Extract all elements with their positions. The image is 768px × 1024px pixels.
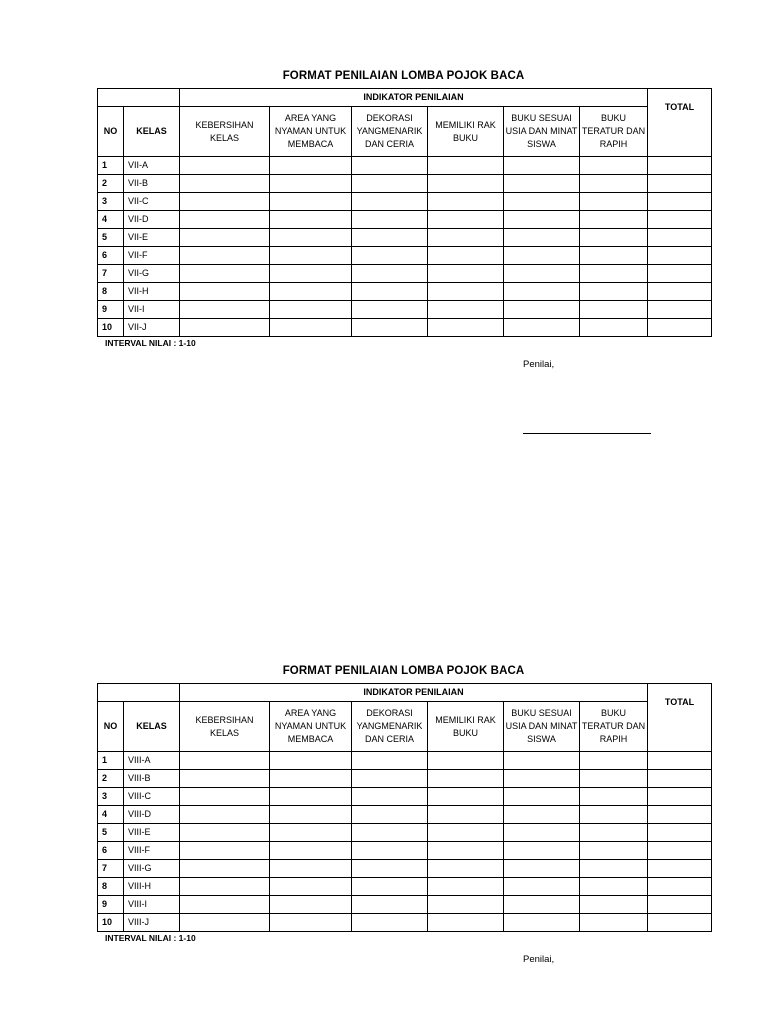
row-class: VIII-J — [124, 914, 180, 932]
score-cell[interactable] — [352, 265, 428, 283]
total-cell[interactable] — [648, 752, 712, 770]
score-cell[interactable] — [180, 770, 270, 788]
score-cell[interactable] — [580, 175, 648, 193]
score-cell[interactable] — [270, 229, 352, 247]
total-cell[interactable] — [648, 770, 712, 788]
row-number: 4 — [98, 211, 124, 229]
score-cell[interactable] — [504, 896, 580, 914]
table-row — [98, 211, 712, 229]
score-cell[interactable] — [504, 265, 580, 283]
total-cell[interactable] — [648, 247, 712, 265]
indicator-header: INDIKATOR PENILAIAN — [180, 684, 648, 702]
total-cell[interactable] — [648, 896, 712, 914]
score-cell[interactable] — [180, 265, 270, 283]
score-cell[interactable] — [580, 914, 648, 932]
row-number: 5 — [98, 824, 124, 842]
score-cell[interactable] — [180, 175, 270, 193]
score-cell[interactable] — [270, 175, 352, 193]
row-class: VIII-C — [124, 788, 180, 806]
total-cell[interactable] — [648, 211, 712, 229]
score-cell[interactable] — [580, 265, 648, 283]
total-cell[interactable] — [648, 824, 712, 842]
table-row — [98, 914, 712, 932]
table-row — [98, 229, 712, 247]
score-cell[interactable] — [180, 752, 270, 770]
score-cell[interactable] — [504, 157, 580, 175]
score-cell[interactable] — [270, 842, 352, 860]
score-cell[interactable] — [352, 175, 428, 193]
criterion-header: BUKU SESUAI USIA DAN MINAT SISWA — [504, 702, 580, 752]
kelas-header: KELAS — [124, 107, 180, 157]
score-cell[interactable] — [428, 247, 504, 265]
score-cell[interactable] — [428, 806, 504, 824]
score-cell[interactable] — [504, 752, 580, 770]
criterion-header: MEMILIKI RAK BUKU — [428, 702, 504, 752]
table-row — [98, 301, 712, 319]
total-cell[interactable] — [648, 878, 712, 896]
score-cell[interactable] — [428, 842, 504, 860]
table-row — [98, 878, 712, 896]
score-cell[interactable] — [270, 806, 352, 824]
row-class: VII-E — [124, 229, 180, 247]
score-cell[interactable] — [580, 824, 648, 842]
row-number: 8 — [98, 878, 124, 896]
score-cell[interactable] — [580, 157, 648, 175]
score-cell[interactable] — [270, 193, 352, 211]
score-cell[interactable] — [270, 301, 352, 319]
score-cell[interactable] — [180, 806, 270, 824]
total-cell[interactable] — [648, 319, 712, 337]
row-number: 5 — [98, 229, 124, 247]
criterion-header: BUKU TERATUR DAN RAPIH — [580, 702, 648, 752]
row-class: VII-I — [124, 301, 180, 319]
score-cell[interactable] — [428, 770, 504, 788]
row-class: VII-J — [124, 319, 180, 337]
score-cell[interactable] — [580, 752, 648, 770]
table-row — [98, 283, 712, 301]
score-cell[interactable] — [428, 319, 504, 337]
score-cell[interactable] — [352, 860, 428, 878]
score-cell[interactable] — [180, 788, 270, 806]
row-number: 6 — [98, 842, 124, 860]
score-cell[interactable] — [180, 842, 270, 860]
score-cell[interactable] — [428, 824, 504, 842]
score-cell[interactable] — [504, 860, 580, 878]
score-cell[interactable] — [270, 211, 352, 229]
score-cell[interactable] — [428, 878, 504, 896]
row-class: VIII-G — [124, 860, 180, 878]
score-cell[interactable] — [504, 211, 580, 229]
total-cell[interactable] — [648, 842, 712, 860]
table-row — [98, 247, 712, 265]
row-class: VIII-D — [124, 806, 180, 824]
row-class: VIII-A — [124, 752, 180, 770]
form-title: FORMAT PENILAIAN LOMBA POJOK BACA — [282, 665, 525, 677]
score-cell[interactable] — [580, 896, 648, 914]
total-cell[interactable] — [648, 229, 712, 247]
criterion-header: AREA YANG NYAMAN UNTUK MEMBACA — [270, 702, 352, 752]
criterion-header: DEKORASI YANGMENARIK DAN CERIA — [352, 107, 428, 157]
score-cell[interactable] — [428, 193, 504, 211]
criterion-header: KEBERSIHAN KELAS — [180, 107, 270, 157]
score-cell[interactable] — [580, 229, 648, 247]
row-class: VII-G — [124, 265, 180, 283]
no-header: NO — [98, 107, 124, 157]
row-number: 8 — [98, 283, 124, 301]
score-cell[interactable] — [580, 878, 648, 896]
no-header: NO — [98, 702, 124, 752]
score-cell[interactable] — [270, 824, 352, 842]
score-cell[interactable] — [352, 788, 428, 806]
form-title: FORMAT PENILAIAN LOMBA POJOK BACA — [282, 70, 525, 82]
score-cell[interactable] — [270, 770, 352, 788]
row-class: VII-C — [124, 193, 180, 211]
score-cell[interactable] — [270, 914, 352, 932]
assessor-label: Penilai, — [523, 359, 555, 370]
row-class: VIII-F — [124, 842, 180, 860]
score-cell[interactable] — [352, 896, 428, 914]
score-cell[interactable] — [428, 211, 504, 229]
row-number: 10 — [98, 319, 124, 337]
score-cell[interactable] — [504, 175, 580, 193]
score-cell[interactable] — [352, 319, 428, 337]
score-cell[interactable] — [580, 193, 648, 211]
score-cell[interactable] — [580, 319, 648, 337]
score-cell[interactable] — [504, 319, 580, 337]
row-number: 7 — [98, 265, 124, 283]
row-class: VIII-I — [124, 896, 180, 914]
table-row — [98, 319, 712, 337]
score-cell[interactable] — [270, 896, 352, 914]
score-cell[interactable] — [352, 878, 428, 896]
row-class: VIII-B — [124, 770, 180, 788]
score-cell[interactable] — [270, 247, 352, 265]
score-cell[interactable] — [270, 157, 352, 175]
header-blank-cell — [98, 684, 180, 702]
score-cell[interactable] — [504, 806, 580, 824]
score-cell[interactable] — [428, 283, 504, 301]
score-cell[interactable] — [352, 229, 428, 247]
row-class: VII-B — [124, 175, 180, 193]
score-cell[interactable] — [352, 211, 428, 229]
row-number: 2 — [98, 175, 124, 193]
total-cell[interactable] — [648, 788, 712, 806]
score-cell[interactable] — [180, 824, 270, 842]
score-cell[interactable] — [428, 229, 504, 247]
score-cell[interactable] — [180, 193, 270, 211]
score-cell[interactable] — [428, 788, 504, 806]
score-cell[interactable] — [428, 752, 504, 770]
score-cell[interactable] — [352, 842, 428, 860]
score-cell[interactable] — [352, 806, 428, 824]
score-cell[interactable] — [352, 193, 428, 211]
score-cell[interactable] — [180, 247, 270, 265]
total-cell[interactable] — [648, 265, 712, 283]
total-cell[interactable] — [648, 860, 712, 878]
table-row — [98, 824, 712, 842]
row-number: 6 — [98, 247, 124, 265]
score-cell[interactable] — [352, 247, 428, 265]
row-class: VII-D — [124, 211, 180, 229]
score-cell[interactable] — [352, 157, 428, 175]
score-cell[interactable] — [580, 301, 648, 319]
score-cell[interactable] — [270, 319, 352, 337]
score-cell[interactable] — [352, 914, 428, 932]
score-cell[interactable] — [270, 283, 352, 301]
score-cell[interactable] — [504, 914, 580, 932]
score-table — [97, 683, 712, 932]
score-cell[interactable] — [180, 860, 270, 878]
table-row — [98, 842, 712, 860]
total-header: TOTAL — [648, 89, 712, 157]
score-cell[interactable] — [428, 157, 504, 175]
score-cell[interactable] — [504, 878, 580, 896]
score-cell[interactable] — [504, 301, 580, 319]
score-cell[interactable] — [580, 770, 648, 788]
row-number: 1 — [98, 752, 124, 770]
criterion-header: AREA YANG NYAMAN UNTUK MEMBACA — [270, 107, 352, 157]
row-number: 10 — [98, 914, 124, 932]
score-cell[interactable] — [580, 860, 648, 878]
table-row — [98, 896, 712, 914]
table-row — [98, 788, 712, 806]
score-cell[interactable] — [180, 878, 270, 896]
score-cell[interactable] — [270, 788, 352, 806]
score-cell[interactable] — [580, 247, 648, 265]
score-cell[interactable] — [352, 301, 428, 319]
table-row — [98, 175, 712, 193]
row-class: VII-A — [124, 157, 180, 175]
row-number: 4 — [98, 806, 124, 824]
total-header: TOTAL — [648, 684, 712, 752]
score-cell[interactable] — [504, 247, 580, 265]
row-number: 9 — [98, 301, 124, 319]
total-cell[interactable] — [648, 157, 712, 175]
interval-note: INTERVAL NILAI : 1-10 — [105, 338, 196, 348]
criterion-header: MEMILIKI RAK BUKU — [428, 107, 504, 157]
score-cell[interactable] — [352, 824, 428, 842]
criterion-header: DEKORASI YANGMENARIK DAN CERIA — [352, 702, 428, 752]
score-cell[interactable] — [504, 824, 580, 842]
score-cell[interactable] — [580, 283, 648, 301]
score-cell[interactable] — [180, 157, 270, 175]
score-cell[interactable] — [180, 896, 270, 914]
table-row — [98, 770, 712, 788]
row-class: VII-F — [124, 247, 180, 265]
score-cell[interactable] — [580, 806, 648, 824]
score-cell[interactable] — [270, 878, 352, 896]
total-cell[interactable] — [648, 175, 712, 193]
interval-note: INTERVAL NILAI : 1-10 — [105, 933, 196, 943]
score-cell[interactable] — [270, 860, 352, 878]
score-cell[interactable] — [580, 211, 648, 229]
total-cell[interactable] — [648, 914, 712, 932]
score-cell[interactable] — [352, 770, 428, 788]
row-number: 7 — [98, 860, 124, 878]
score-table — [97, 88, 712, 337]
score-cell[interactable] — [504, 229, 580, 247]
row-class: VIII-H — [124, 878, 180, 896]
signature-line[interactable] — [523, 433, 651, 434]
table-row — [98, 860, 712, 878]
score-cell[interactable] — [504, 193, 580, 211]
row-number: 1 — [98, 157, 124, 175]
row-number: 3 — [98, 193, 124, 211]
score-cell[interactable] — [428, 860, 504, 878]
score-cell[interactable] — [270, 752, 352, 770]
table-row — [98, 193, 712, 211]
score-cell[interactable] — [580, 788, 648, 806]
total-cell[interactable] — [648, 193, 712, 211]
row-number: 2 — [98, 770, 124, 788]
criterion-header: KEBERSIHAN KELAS — [180, 702, 270, 752]
row-number: 9 — [98, 896, 124, 914]
criterion-header: BUKU TERATUR DAN RAPIH — [580, 107, 648, 157]
assessor-label: Penilai, — [523, 954, 555, 965]
header-blank-cell — [98, 89, 180, 107]
score-cell[interactable] — [428, 301, 504, 319]
score-cell[interactable] — [428, 914, 504, 932]
row-number: 3 — [98, 788, 124, 806]
score-cell[interactable] — [352, 283, 428, 301]
score-cell[interactable] — [428, 175, 504, 193]
score-cell[interactable] — [504, 788, 580, 806]
score-cell[interactable] — [504, 842, 580, 860]
score-cell[interactable] — [180, 319, 270, 337]
table-row — [98, 265, 712, 283]
score-cell[interactable] — [180, 914, 270, 932]
total-cell[interactable] — [648, 283, 712, 301]
score-cell[interactable] — [180, 301, 270, 319]
indicator-header: INDIKATOR PENILAIAN — [180, 89, 648, 107]
row-class: VII-H — [124, 283, 180, 301]
total-cell[interactable] — [648, 806, 712, 824]
score-cell[interactable] — [504, 770, 580, 788]
criterion-header: BUKU SESUAI USIA DAN MINAT SISWA — [504, 107, 580, 157]
score-cell[interactable] — [504, 283, 580, 301]
score-cell[interactable] — [180, 283, 270, 301]
score-cell[interactable] — [428, 896, 504, 914]
total-cell[interactable] — [648, 301, 712, 319]
score-cell[interactable] — [428, 265, 504, 283]
score-cell[interactable] — [352, 752, 428, 770]
kelas-header: KELAS — [124, 702, 180, 752]
score-cell[interactable] — [180, 211, 270, 229]
score-cell[interactable] — [580, 842, 648, 860]
table-row — [98, 806, 712, 824]
score-cell[interactable] — [270, 265, 352, 283]
table-row — [98, 157, 712, 175]
table-row — [98, 752, 712, 770]
score-cell[interactable] — [180, 229, 270, 247]
row-class: VIII-E — [124, 824, 180, 842]
